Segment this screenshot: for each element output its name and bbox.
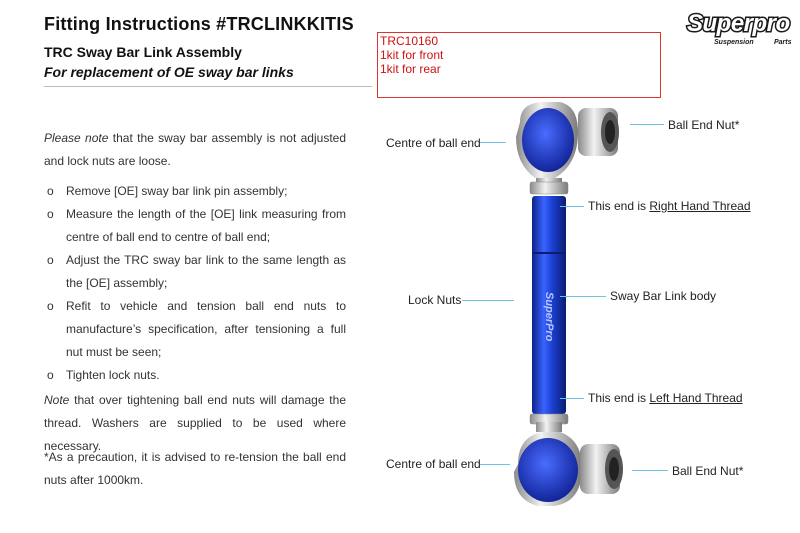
bottom-stud <box>536 422 562 432</box>
step-text: Tighten lock nuts. <box>66 368 160 382</box>
label-lock-nuts: Lock Nuts <box>408 293 462 307</box>
leader-left-thread <box>560 398 584 399</box>
fitting-step <box>44 180 346 203</box>
fitting-step <box>44 364 346 387</box>
fitting-step <box>44 203 346 249</box>
logo-tagline-left: Suspension <box>714 39 754 46</box>
bullet-icon: o <box>47 184 54 198</box>
fitting-step <box>44 295 346 364</box>
label-sway-bar-link-body: Sway Bar Link body <box>610 289 717 303</box>
note2-lead: Note <box>44 393 70 407</box>
fitting-step <box>44 249 346 295</box>
bullet-icon: o <box>47 368 54 382</box>
leader-body <box>560 296 606 297</box>
leader-nut-top <box>630 124 664 125</box>
top-lock-nut <box>530 182 568 194</box>
label-centre-of-ball-end-bottom: Centre of ball end <box>386 457 481 471</box>
bullet-icon: o <box>47 299 54 313</box>
bottom-bushing <box>518 438 578 502</box>
leader-centre-bottom <box>480 464 510 465</box>
step-text: Adjust the TRC sway bar link to the same length as the [OE] assembly; <box>66 253 346 290</box>
label-centre-of-ball-end-top: Centre of ball end <box>386 136 481 150</box>
kit-part-number: TRC10160 <box>380 34 439 48</box>
note1-text: that the sway bar assembly is not adjusted and lock nuts are loose. <box>44 131 346 168</box>
step-text: Remove [OE] sway bar link pin assembly; <box>66 184 288 198</box>
rod-engraving: SuperPro <box>543 292 555 342</box>
label-left-hand-thread: This end is Left Hand Thread <box>588 391 743 405</box>
leader-lock-nuts <box>462 300 514 301</box>
bullet-icon: o <box>47 207 54 221</box>
leader-nut-bottom <box>632 470 668 471</box>
kit-rear-line: 1kit for rear <box>380 62 441 76</box>
superpro-logo <box>684 6 796 48</box>
note-not-adjusted <box>44 127 346 173</box>
step-text: Measure the length of the [OE] link measuring from centre of ball end to centre of ball end; <box>66 207 346 244</box>
left-hand-thread-emphasis: Left Hand Thread <box>649 391 743 405</box>
label-ball-end-nut-bottom: Ball End Nut* <box>672 464 744 478</box>
svg-text:Superpro: Superpro <box>687 10 790 37</box>
label-right-hand-thread: This end is Right Hand Thread <box>588 199 751 213</box>
kit-info-box <box>377 32 661 98</box>
right-hand-thread-emphasis: Right Hand Thread <box>649 199 751 213</box>
note2-text: that over tightening ball end nuts will damage the thread. Washers are supplied to be used where necessary. <box>44 393 346 453</box>
page-subtitle-italic: For replacement of OE sway bar links <box>44 64 294 80</box>
top-bushing <box>522 108 574 172</box>
page-title: Fitting Instructions #TRCLINKKITIS <box>44 14 354 34</box>
header-divider <box>44 86 372 87</box>
note1-lead: Please note <box>44 131 109 145</box>
leader-right-thread <box>560 206 584 207</box>
logo-tagline-right: Parts <box>774 39 792 46</box>
kit-front-line: 1kit for front <box>380 48 444 62</box>
page-subtitle: TRC Sway Bar Link Assembly <box>44 44 242 60</box>
leader-centre-top <box>480 142 506 143</box>
fitting-steps-list <box>44 180 346 387</box>
label-ball-end-nut-top: Ball End Nut* <box>668 118 740 132</box>
bullet-icon: o <box>47 253 54 267</box>
note-precaution: *As a precaution, it is advised to re-tension the ball end nuts after 1000km. <box>44 450 346 487</box>
step-text: Refit to vehicle and tension ball end nuts to manufacture’s specification, after tensioning a full nut must be seen; <box>66 299 346 359</box>
